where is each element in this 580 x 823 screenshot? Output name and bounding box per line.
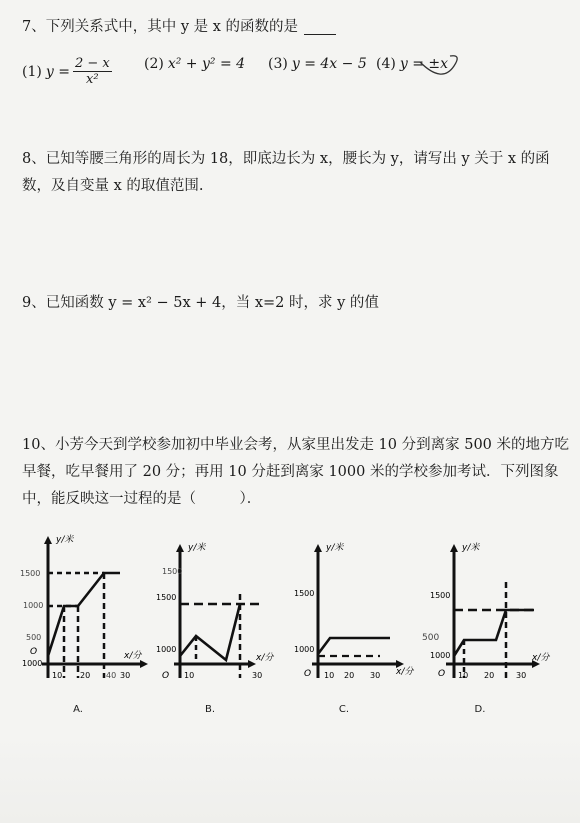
option-2-expression: x² + y² = 4: [167, 56, 246, 72]
y-tick-1000: 1000: [294, 645, 315, 654]
question-10-text: 10、小芳今天到学校参加初中毕业会考，从家里出发走 10 分到离家 500 米的地方吃早餐，吃早餐用了 20 分；再用 10 分赶到离家 1000 米的学校参加考试．下列图象中，能反映这一过程的是（ ）．: [22, 437, 570, 507]
handwritten-checkmark: [22, 48, 562, 88]
handwritten-500: 500: [422, 633, 440, 643]
x-tick-20: 20: [80, 671, 91, 680]
handwritten-1500: 1500: [162, 567, 183, 576]
handwritten-40: 40: [106, 671, 117, 680]
question-7-stem: 7、下列关系式中，其中 y 是 x 的函数的是: [22, 19, 299, 35]
graph-d[interactable]: [420, 528, 560, 723]
graph-c-plot: [290, 528, 430, 723]
question-7-options: [22, 48, 562, 88]
option-3-label: (3): [268, 56, 288, 72]
y-axis-arrow: [450, 544, 458, 552]
y-axis-label: y/米: [326, 543, 344, 553]
question-9: [22, 290, 379, 317]
graph-d-plot: [420, 528, 560, 723]
handwritten-1500: 1500: [20, 569, 41, 578]
y-tick-1000: 1000: [430, 651, 451, 660]
y-axis-arrow: [176, 544, 184, 552]
option-4-label: (4): [376, 56, 396, 72]
question-8: [22, 146, 572, 200]
origin-label: O: [30, 647, 38, 657]
graph-c[interactable]: [290, 528, 430, 723]
y-axis-label: y/米: [56, 535, 74, 545]
handwritten-1000: 1000: [23, 601, 44, 610]
origin-label: O: [162, 671, 170, 681]
series-line: [318, 638, 390, 654]
question-8-text: 8、已知等腰三角形的周长为 18，即底边长为 x，腰长为 y，请写出 y 关于 x 的函数，及自变量 x 的取值范围.: [22, 151, 550, 194]
x-tick-30: 30: [516, 671, 527, 680]
graph-options: [0, 528, 580, 728]
series-line: [180, 604, 240, 660]
y-tick-1500: 1500: [294, 589, 315, 598]
x-tick-10: 10: [458, 671, 469, 680]
x-axis-arrow: [140, 660, 148, 668]
caption-b: B.: [204, 704, 216, 715]
x-tick-10: 10: [52, 671, 63, 680]
graph-a-plot: [20, 528, 160, 723]
x-tick-10: 10: [324, 671, 335, 680]
origin-label: O: [438, 669, 446, 679]
caption-d: D.: [474, 704, 486, 715]
x-axis-label: x/分: [532, 653, 550, 663]
series-line: [454, 610, 534, 656]
option-3-expression: y = 4x − 5: [291, 56, 367, 72]
question-7: [22, 14, 336, 41]
question-9-text: 9、已知函数 y = x² − 5x + 4，当 x=2 时，求 y 的值: [22, 295, 379, 311]
x-axis-arrow: [248, 660, 256, 668]
series-line: [48, 573, 120, 656]
graph-a[interactable]: [20, 528, 160, 723]
x-tick-30: 30: [252, 671, 263, 680]
fraction-numerator: 2 − x: [74, 56, 110, 71]
y-tick-1500: 1500: [430, 591, 451, 600]
x-tick-30: 30: [120, 671, 131, 680]
page-bottom-margin: [0, 733, 580, 823]
x-axis-label: x/分: [256, 653, 274, 663]
answer-blank[interactable]: [304, 20, 336, 35]
y-axis-arrow: [314, 544, 322, 552]
y-tick-1000: 1000: [22, 659, 43, 668]
x-tick-10: 10: [184, 671, 195, 680]
y-axis-label: y/米: [188, 543, 206, 553]
option-1-label: (1): [22, 63, 42, 80]
x-axis-label: x/分: [124, 651, 142, 661]
y-tick-1000: 1000: [156, 645, 177, 654]
handwritten-500: 500: [26, 633, 42, 642]
y-axis-arrow: [44, 536, 52, 544]
caption-a: A.: [73, 704, 83, 715]
question-10: [22, 432, 577, 513]
x-axis-label: x/分: [396, 667, 414, 677]
caption-c: C.: [338, 704, 350, 715]
graph-b-plot: [152, 528, 292, 723]
graph-b[interactable]: [152, 528, 292, 723]
option-1-lhs: y =: [45, 63, 70, 80]
y-axis-label: y/米: [462, 543, 480, 553]
option-2-label: (2): [144, 56, 164, 72]
x-tick-20: 20: [344, 671, 355, 680]
x-tick-20: 20: [484, 671, 495, 680]
fraction-denominator: x²: [86, 72, 99, 87]
option-4-expression: y = ±x: [399, 56, 449, 72]
question-7-stem-row: [22, 14, 336, 41]
y-tick-1500: 1500: [156, 593, 177, 602]
origin-label: O: [304, 669, 312, 679]
x-tick-30: 30: [370, 671, 381, 680]
